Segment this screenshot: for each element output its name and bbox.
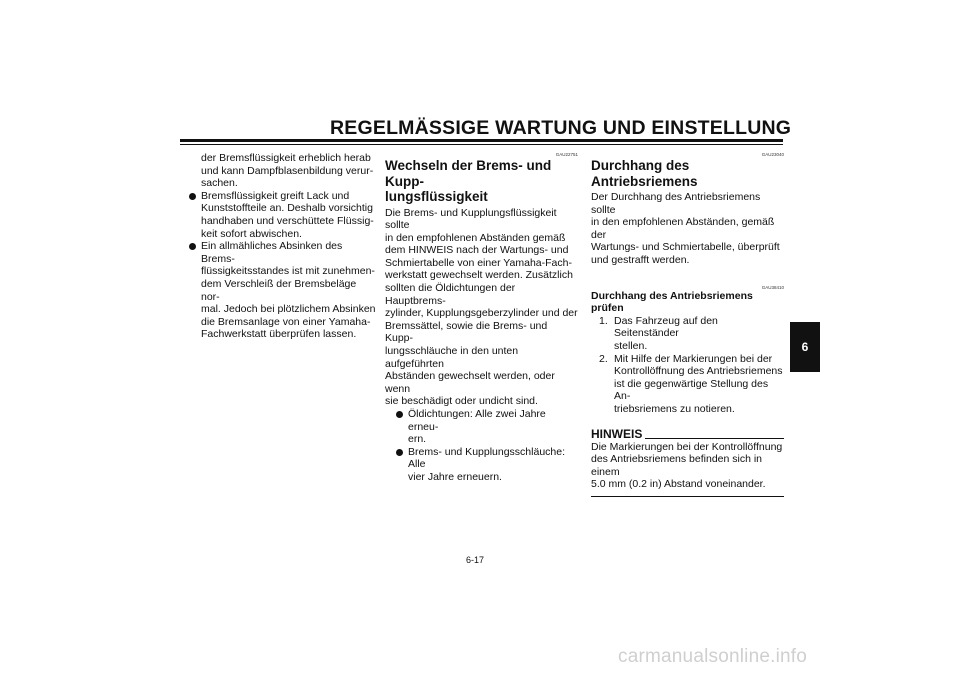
header-rule: [180, 139, 783, 142]
text-line: sollten die Öldichtungen der Hauptbrems-: [385, 282, 516, 307]
text-line: Die Markierungen bei der Kontrollöffnung: [591, 440, 783, 453]
text-line: Abständen gewechselt werden, oder wenn: [385, 370, 555, 395]
text-line: werkstatt gewechselt werden. Zusätzlich: [385, 269, 573, 282]
text-line: des Antriebsriemens befinden sich in einem: [591, 453, 763, 478]
page-header-title: REGELMÄSSIGE WARTUNG UND EINSTELLUNG: [330, 117, 792, 139]
note-title: HINWEIS: [591, 426, 643, 441]
step-number: 1.: [599, 314, 608, 327]
text-line: Ein allmähliches Absinken des Brems-: [201, 240, 343, 265]
continued-paragraph: [201, 152, 377, 190]
note-body: [591, 441, 784, 491]
step-number: 2.: [599, 352, 608, 365]
bullet-item: [385, 408, 578, 446]
watermark: carmanualsonline.info: [618, 646, 808, 667]
text-line: Mit Hilfe der Markierungen bei der: [614, 352, 773, 365]
text-line: Die Brems- und Kupplungsflüssigkeit sollte: [385, 206, 557, 232]
subsection-title: Durchhang des Antriebsriemens prüfen: [591, 289, 753, 315]
text-line: in den empfohlenen Abständen, gemäß der: [591, 216, 775, 241]
bullet-icon: [189, 243, 196, 250]
text-line: dem Verschleiß der Bremsbeläge nor-: [201, 277, 357, 303]
text-line: mal. Jedoch bei plötzlichem Absinken: [201, 303, 376, 316]
bullet-icon: [189, 193, 196, 200]
middle-column: [385, 152, 578, 484]
title-line: Wechseln der Brems- und Kupp-: [385, 158, 552, 189]
step-list: [591, 315, 784, 416]
text-line: ist die gegenwärtige Stellung des An-: [614, 377, 769, 403]
section-code: GAU23040: [761, 152, 784, 157]
text-line: ern.: [408, 433, 427, 446]
text-line: flüssigkeitsstandes ist mit zunehmen-: [201, 265, 375, 278]
text-line: stellen.: [614, 339, 648, 352]
text-line: Bremssättel, sowie die Brems- und Kupp-: [385, 319, 548, 345]
note-header: [591, 428, 784, 441]
text-line: 5.0 mm (0.2 in) Abstand voneinander.: [591, 478, 766, 491]
note-end-rule: [591, 496, 784, 497]
text-line: keit sofort abwischen.: [201, 227, 302, 240]
right-column: [591, 152, 784, 497]
section-code: GAU22751: [555, 152, 578, 157]
text-line: vier Jahre erneuern.: [408, 470, 502, 483]
text-line: Schmiertabelle von einer Yamaha-Fach-: [385, 256, 572, 269]
note-rule: [645, 438, 784, 439]
text-line: Bremsflüssigkeit greift Lack und: [201, 189, 350, 202]
bullet-item: [385, 446, 578, 484]
text-line: Das Fahrzeug auf den Seitenständer: [614, 314, 718, 340]
header-rule-thin: [180, 144, 783, 145]
bullet-item: [187, 190, 377, 240]
text-line: in den empfohlenen Abständen gemäß: [385, 231, 566, 244]
chapter-tab: 6: [790, 322, 820, 372]
text-line: und gestrafft werden.: [591, 253, 690, 266]
text-line: die Bremsanlage von einer Yamaha-: [201, 315, 371, 328]
text-line: der Bremsflüssigkeit erheblich herab: [201, 152, 371, 164]
text-line: triebsriemens zu notieren.: [614, 402, 735, 415]
text-line: Wartungs- und Schmiertabelle, überprüft: [591, 241, 780, 254]
text-line: dem HINWEIS nach der Wartungs- und: [385, 244, 569, 257]
text-line: Der Durchhang des Antriebsriemens sollte: [591, 191, 761, 216]
text-line: Kunststoffteile an. Deshalb vorsichtig: [201, 202, 373, 215]
subsection-code: GAU38410: [761, 284, 784, 290]
bullet-icon: [396, 449, 403, 456]
left-column: [187, 152, 377, 341]
section-body: [385, 207, 578, 409]
page-number: 6-17: [466, 555, 485, 565]
step-item: [591, 315, 784, 353]
text-line: Fachwerkstatt überprüfen lassen.: [201, 328, 357, 341]
text-line: handhaben und verschüttete Flüssig-: [201, 214, 374, 227]
text-line: Kontrollöffnung des Antriebsriemens: [614, 365, 783, 378]
title-line: lungsflüssigkeit: [385, 189, 488, 204]
section-title: [385, 158, 578, 205]
text-line: Öldichtungen: Alle zwei Jahre erneu-: [408, 408, 546, 433]
text-line: Brems- und Kupplungsschläuche: Alle: [408, 445, 566, 471]
text-line: zylinder, Kupplungsgeberzylinder und der: [385, 307, 578, 320]
bullet-item: [187, 240, 377, 341]
text-line: sachen.: [201, 177, 238, 190]
section-body: [591, 191, 784, 267]
text-line: sie beschädigt oder undicht sind.: [385, 395, 538, 408]
bullet-icon: [396, 411, 403, 418]
text-line: lungsschläuche in den unten aufgeführten: [385, 345, 519, 370]
section-title: Durchhang des Antriebsriemens: [591, 158, 698, 189]
step-item: [591, 353, 784, 416]
text-line: und kann Dampfblasenbildung verur-: [201, 164, 374, 177]
